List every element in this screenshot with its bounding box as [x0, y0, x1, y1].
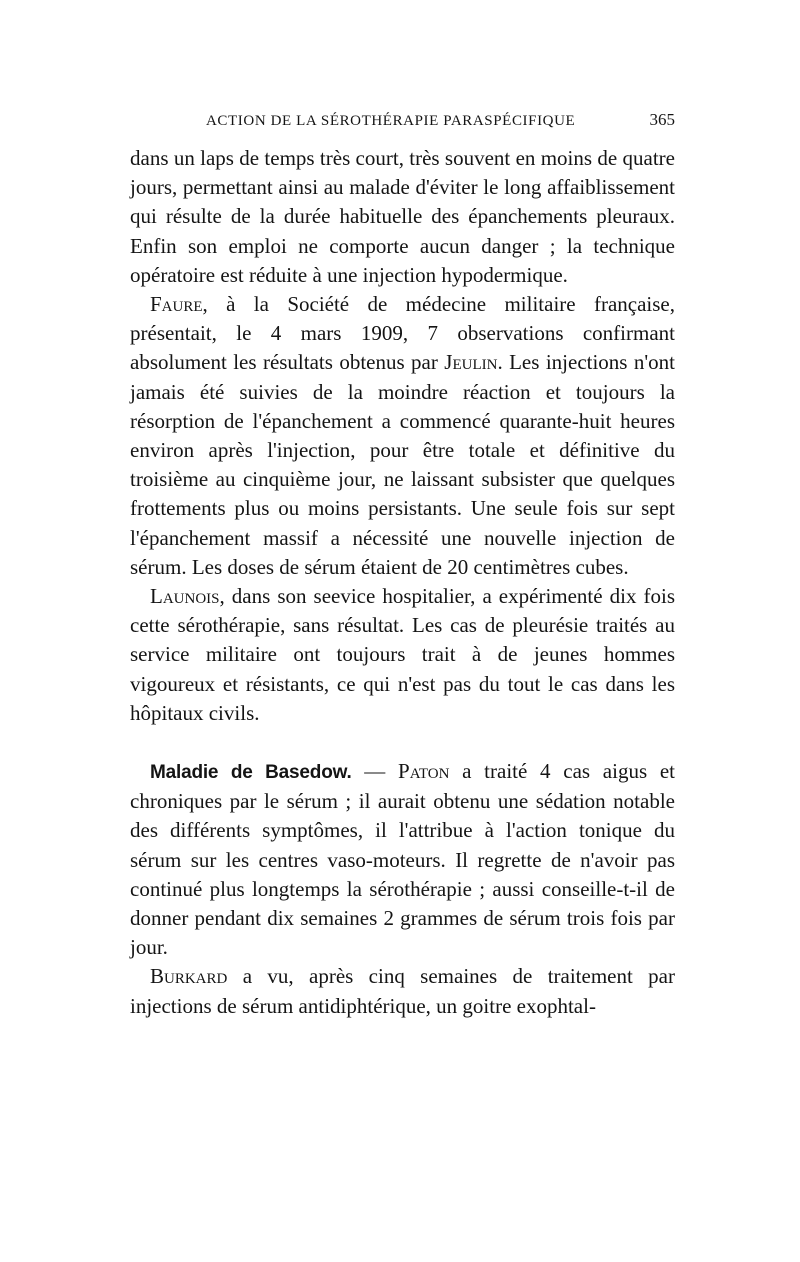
running-header [130, 110, 675, 130]
paragraph-2-text-a: , à la Société de médecine militaire française, présentait, le 4 mars 1909, 7 observations confirmant absolument les résultats obtenus par [130, 292, 675, 375]
heading-dash: — [351, 759, 399, 784]
paragraph-2 [130, 290, 675, 582]
section-heading-basedow: Maladie de Basedow. [150, 762, 352, 784]
page-number: 365 [649, 110, 675, 129]
paragraph-4-text: a traité 4 cas aigus et chroniques par le sérum ; il aurait obtenu une sédation notable des différents symptômes, il l'attribue à l'action tonique du sérum sur les centres vaso-moteurs. Il regrette de n'avoir pas continué plus longtemps la sérothérapie ; aussi conseille-t-il de donner pendant dix semaines 2 grammes de sérum trois fois par jour. [130, 759, 676, 960]
author-launois: Launois [150, 584, 220, 609]
paragraph-3-text: , dans son seevice hospitalier, a expérimenté dix fois cette sérothérapie, sans résultat. Les cas de pleurésie traités au service militaire ont toujours trait à de jeunes hommes vigoureux et résistants, ce qui n'est pas du tout le cas dans les hôpitaux civils. [130, 584, 675, 725]
paragraph-1-text: dans un laps de temps très court, très souvent en moins de quatre jours, permettant ainsi au malade d'éviter le long affaiblissement qui résulte de la durée habituelle des épanchements pleuraux. Enfin son emploi ne comporte aucun danger ; la technique opératoire est réduite à une injection hypodermique. [130, 146, 675, 287]
author-jeulin: Jeulin [444, 350, 498, 375]
book-page [130, 110, 675, 1021]
paragraph-3 [130, 582, 675, 728]
paragraph-4 [130, 757, 675, 962]
paragraph-5 [130, 962, 675, 1020]
author-faure: Faure [150, 292, 203, 317]
author-paton: Paton [398, 759, 450, 784]
paragraph-5-text: a vu, après cinq semaines de traitement par injections de sérum antidiphtérique, un goitre exophtal- [130, 964, 675, 1018]
running-title: ACTION DE LA SÉROTHÉRAPIE PARASPÉCIFIQUE [206, 113, 576, 129]
paragraph-1 [130, 144, 675, 290]
paragraph-2-text-b: . Les injections n'ont jamais été suivies de la moindre réaction et toujours la résorption de l'épanchement a commencé quarante-huit heures environ après l'injection, pour être totale et définitive du troisième au cinquième jour, ne laissant subsister que quelques frottements plus ou moins persistants. Une seule fois sur sept l'épanchement massif a nécessité une nouvelle injection de sérum. Les doses de sérum étaient de 20 centimètres cubes. [130, 350, 675, 579]
author-burkard: Burkard [150, 964, 228, 989]
